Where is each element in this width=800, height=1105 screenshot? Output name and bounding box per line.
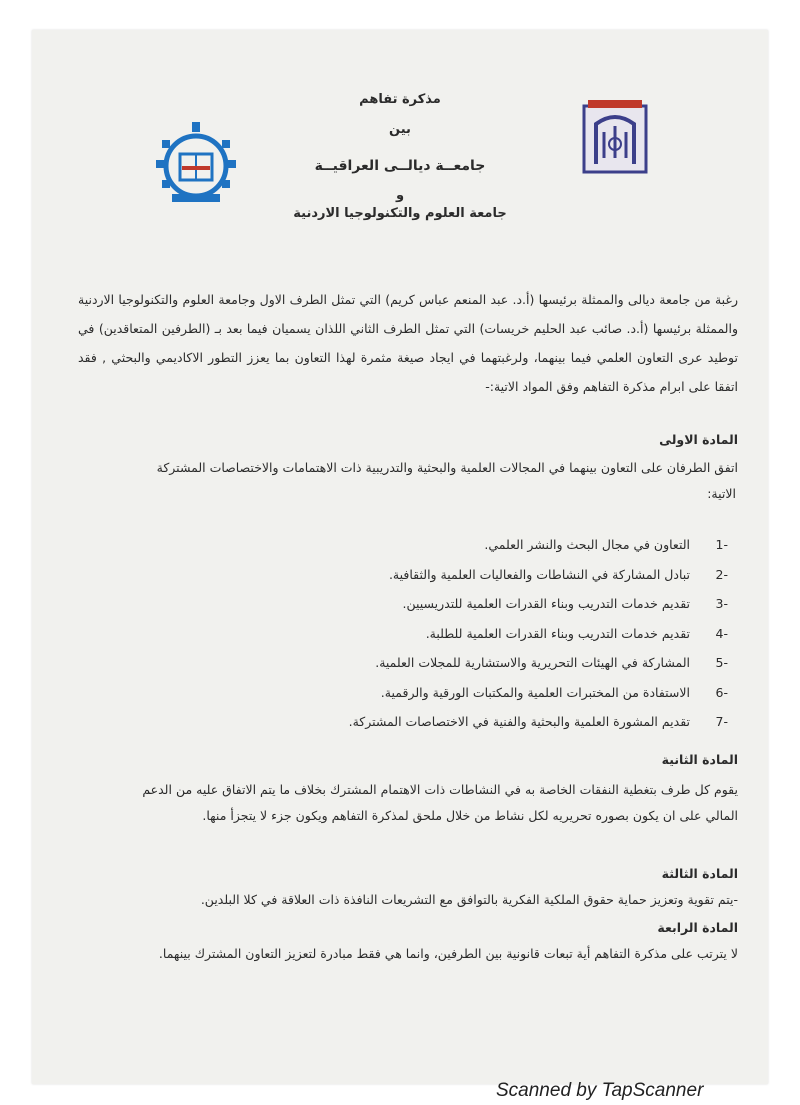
list-item: -5 المشاركة في الهيئات التحريرية والاستشارية للمجلات العلمية. xyxy=(375,655,728,670)
list-item: -6 الاستفادة من المختبرات العلمية والمكتبات الورقية والرقمية. xyxy=(380,684,728,700)
article-one-heading: المادة الاولى xyxy=(659,432,738,447)
article-one-intro-end: الاتية: xyxy=(707,486,736,501)
party-two-name: جامعة العلوم والتكنولوجيا الاردنية xyxy=(293,206,507,221)
list-item: -4 تقديم خدمات التدريب وبناء القدرات العلمية للطلبة. xyxy=(425,625,728,641)
article-four-text: لا يترتب على مذكرة التفاهم أية تبعات قانونية بين الطرفين، وانما هي فقط مبادرة لتعزيز التعاون المشترك بينهما. xyxy=(158,946,738,961)
article-one-list xyxy=(168,530,728,737)
article-two-line-1: يقوم كل طرف بتغطية النفقات الخاصة به في النشاطات ذات الاهتمام المشترك بخلاف ما يتم الاتفاق عليه من الدعم xyxy=(142,782,738,797)
between-label: بين xyxy=(389,122,411,137)
list-item: -7 تقديم المشورة العلمية والبحثية والفنية في الاختصاصات المشتركة. xyxy=(348,714,728,729)
article-four-heading: المادة الرابعة xyxy=(657,920,738,935)
scanner-watermark: Scanned by TapScanner xyxy=(496,1080,704,1101)
article-three-text: -يتم تقوية وتعزيز حماية حقوق الملكية الفكرية بالتوافق مع التشريعات النافذة ذات العلاقة في كلا البلدين. xyxy=(200,892,738,907)
list-item: -2 تبادل المشاركة في النشاطات والفعاليات العلمية والثقافية. xyxy=(388,566,728,582)
article-three-heading: المادة الثالثة xyxy=(661,866,738,881)
article-two-heading: المادة الثانية xyxy=(661,752,738,767)
list-item: -1 التعاون في مجال البحث والنشر العلمي. xyxy=(484,537,728,552)
article-one-intro: اتفق الطرفان على التعاون بينهما في المجالات العلمية والبحثية والتدريبية ذات الاهتمامات والاختصاصات المشتركة xyxy=(156,460,738,475)
memorandum xyxy=(32,30,768,1084)
and-label: و xyxy=(395,188,405,203)
list-item: -3 تقديم خدمات التدريب وبناء القدرات العلمية للتدريسيين. xyxy=(402,596,728,611)
article-two-line-2: المالي على ان يكون بصوره تحريريه لكل نشاط من خلال ملحق لمذكرة التفاهم ويكون جزء لا يتجزأ منها. xyxy=(202,808,738,823)
party-one-name: جامعــة ديالــى العراقيــة xyxy=(314,158,486,174)
preamble-paragraph: رغبة من جامعة ديالى والممثلة برئيسها (أ.د. عبد المنعم عباس كريم) التي تمثل الطرف الاول وجامعة العلوم والتكنولوجيا الاردنية والممثلة برئيسها (أ.د. صائب عبد الحليم خريسات) التي تمثل الطرف الثاني اللذان يسميان فيما بعد بـ (الطرفين المتعاقدين) في توطيد عرى التعاون العلمي فيما بينهما، ولرغبتهما في ايجاد صيغة مثمرة لهذا التعاون بما يعزز التطور الاكاديمي والبحثي , فقد اتفقا على ابرام مذكرة التفاهم وفق المواد الاتية:- xyxy=(78,292,738,394)
document-page xyxy=(32,30,768,1084)
document-title: مذكرة تفاهم xyxy=(359,92,441,107)
